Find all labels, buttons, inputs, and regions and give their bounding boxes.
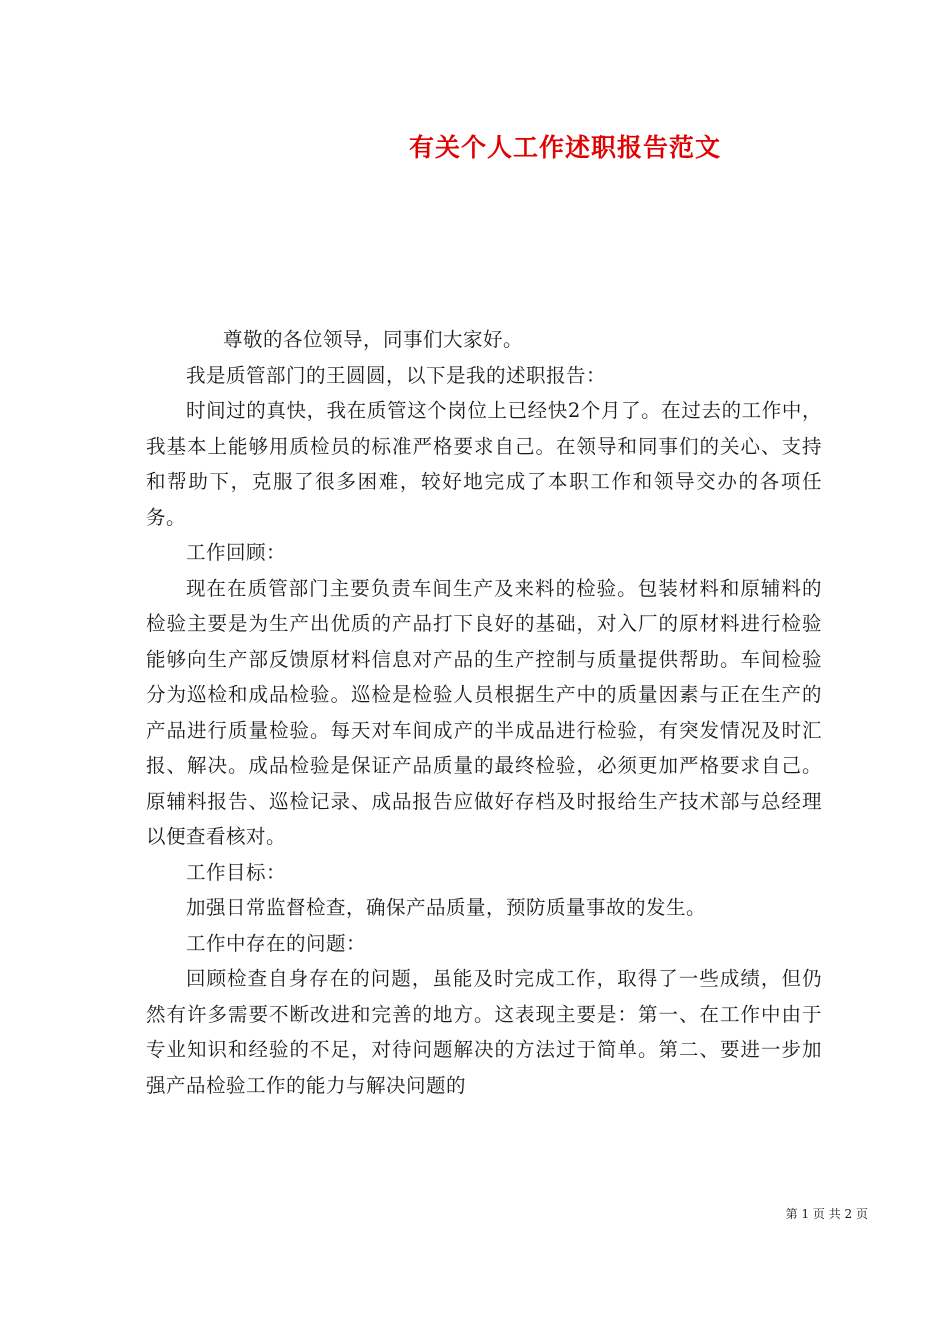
section-heading-work-goals: 工作目标： — [185, 860, 286, 884]
section-heading-work-review: 工作回顾： — [185, 541, 286, 564]
work-review-paragraph: 现在在质管部门主要负责车间生产及来料的检验。包装材料和原辅料的检验主要是为生产出优质的产品打下良好的基础，对入厂的原材料进行检验能够向生产部反馈原材料信息对产品的生产控制与质量提供帮助。车间检验分为巡检和成品检验。巡检是检验人员根据生产中的质量因素与正在生产的产品进行质量检验。每天对车间成产的半成品进行检验，有突发情况及时汇报、解决。成品检验是保证产品质量的最终检验，必须更加严格要求自己。原辅料报告、巡检记录、成品报告应做好存档及时报给生产技术部与总经理以便查看核对。 — [146, 576, 822, 848]
summary-paragraph: 时间过的真快，我在质管这个岗位上已经快2个月了。在过去的工作中，我基本上能够用质检员的标准严格要求自己。在领导和同事们的关心、支持和帮助下，克服了很多困难，较好地完成了本职工作和领导交办的各项任务。 — [146, 399, 822, 529]
greeting-paragraph: 尊敬的各位领导，同事们大家好。 — [223, 328, 524, 351]
document-body — [146, 322, 822, 1103]
work-goals-paragraph: 加强日常监督检查，确保产品质量，预防质量事故的发生。 — [185, 896, 706, 919]
section-heading-problems: 工作中存在的问题： — [185, 931, 366, 955]
intro-paragraph: 我是质管部门的王圆圆，以下是我的述职报告： — [185, 363, 606, 387]
page-number-footer: 第 1 页 共 2 页 — [785, 1207, 868, 1221]
document-title: 有关个人工作述职报告范文 — [408, 133, 721, 162]
problems-paragraph: 回顾检查自身存在的问题，虽能及时完成工作，取得了一些成绩，但仍然有许多需要不断改进和完善的地方。这表现主要是：第一、在工作中由于专业知识和经验的不足，对待问题解决的方法过于简单。第二、要进一步加强产品检验工作的能力与解决问题的 — [146, 967, 822, 1097]
